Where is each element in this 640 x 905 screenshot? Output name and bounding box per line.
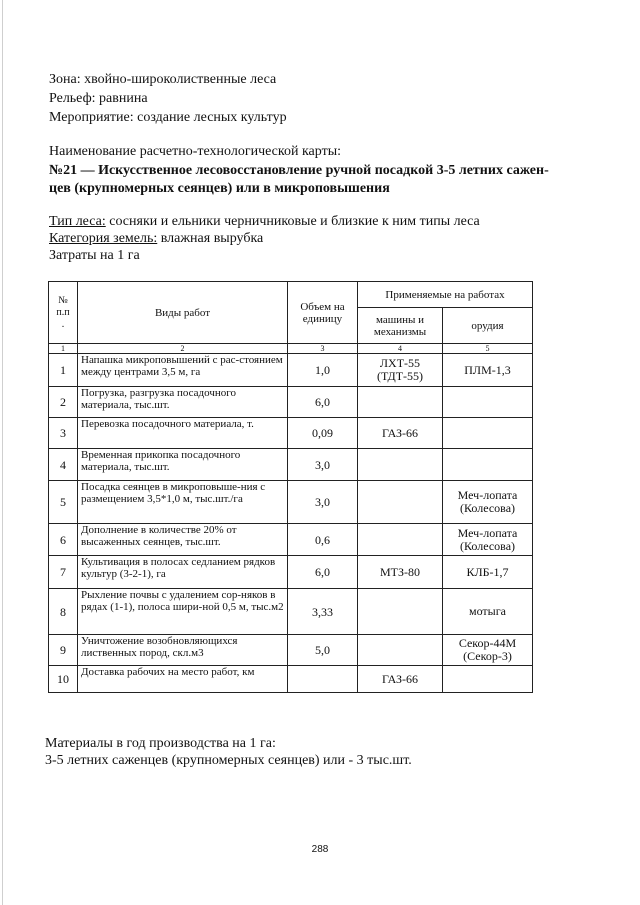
row-work-name: Перевозка посадочного материала, т. xyxy=(78,418,288,449)
col-tools-header: орудия xyxy=(443,308,533,344)
row-machine: МТЗ-80 xyxy=(358,556,443,589)
table-row xyxy=(49,589,533,635)
materials-value: 3-5 летних саженцев (крупномерных сеянцев) или - 3 тыс.шт. xyxy=(45,753,412,768)
col-num-header xyxy=(49,282,78,344)
col-index-row xyxy=(49,344,533,354)
row-number: 6 xyxy=(49,524,78,556)
row-work-name: Дополнение в количестве 20% от высаженных сеянцев, тыс.шт. xyxy=(78,524,288,556)
scan-edge xyxy=(2,0,3,905)
card-title-line-2: цев (крупномерных сеянцев) или в микроповышения xyxy=(49,181,390,196)
row-tool: КЛБ-1,7 xyxy=(443,556,533,589)
table-row xyxy=(49,418,533,449)
col-index: 2 xyxy=(78,344,288,354)
table-row xyxy=(49,354,533,387)
land-category-value: влажная вырубка xyxy=(157,231,264,246)
measure-line: Мероприятие: создание лесных культур xyxy=(49,110,287,125)
col-index: 3 xyxy=(288,344,358,354)
col-num-line-1: № xyxy=(58,294,68,306)
row-work-name: Культивация в полосах седланием рядков культур (3-2-1), га xyxy=(78,556,288,589)
row-volume xyxy=(288,666,358,693)
land-category-label: Категория земель: xyxy=(49,231,158,246)
table-row xyxy=(49,635,533,666)
row-tool: Меч-лопата (Колесова) xyxy=(443,524,533,556)
row-volume: 3,0 xyxy=(288,449,358,481)
table-row xyxy=(49,556,533,589)
row-number: 5 xyxy=(49,481,78,524)
row-machine: ЛХТ-55 (ТДТ-55) xyxy=(358,354,443,387)
forest-type-value: сосняки и ельники черничниковые и близкие к ним типы леса xyxy=(105,214,480,229)
row-number: 2 xyxy=(49,387,78,418)
row-volume: 0,09 xyxy=(288,418,358,449)
row-machine xyxy=(358,589,443,635)
row-number: 8 xyxy=(49,589,78,635)
row-number: 3 xyxy=(49,418,78,449)
row-volume: 6,0 xyxy=(288,387,358,418)
row-volume: 1,0 xyxy=(288,354,358,387)
table-row xyxy=(49,481,533,524)
col-index: 1 xyxy=(49,344,78,354)
col-machines-header: машины и механизмы xyxy=(358,308,443,344)
row-number: 1 xyxy=(49,354,78,387)
row-number: 10 xyxy=(49,666,78,693)
row-volume: 5,0 xyxy=(288,635,358,666)
materials-label: Материалы в год производства на 1 га: xyxy=(45,736,276,751)
table-body xyxy=(49,354,533,693)
card-title-line-1: №21 — Искусственное лесовосстановление ручной посадкой 3-5 летних сажен- xyxy=(49,163,549,178)
row-work-name: Погрузка, разгрузка посадочного материала, тыс.шт. xyxy=(78,387,288,418)
relief-line: Рельеф: равнина xyxy=(49,91,148,106)
table-row xyxy=(49,524,533,556)
table-row xyxy=(49,387,533,418)
row-tool: мотыга xyxy=(443,589,533,635)
row-machine xyxy=(358,387,443,418)
row-machine: ГАЗ-66 xyxy=(358,666,443,693)
col-num-line-3: . xyxy=(61,318,65,330)
row-work-name: Временная прикопка посадочного материала, тыс.шт. xyxy=(78,449,288,481)
row-volume: 3,0 xyxy=(288,481,358,524)
col-index: 5 xyxy=(443,344,533,354)
land-category-line xyxy=(49,230,263,247)
table-row xyxy=(49,449,533,481)
row-machine xyxy=(358,449,443,481)
row-work-name: Посадка сеянцев в микроповыше-ния с размещением 3,5*1,0 м, тыс.шт./га xyxy=(78,481,288,524)
row-machine xyxy=(358,635,443,666)
row-tool xyxy=(443,418,533,449)
row-number: 9 xyxy=(49,635,78,666)
row-work-name: Напашка микроповышений с рас-стоянием между центрами 3,5 м, га xyxy=(78,354,288,387)
row-work-name: Рыхление почвы с удалением сор-няков в рядах (1-1), полоса шири-ной 0,5 м, тыс.м2 xyxy=(78,589,288,635)
works-table xyxy=(48,281,533,693)
row-tool xyxy=(443,666,533,693)
row-tool: Секор-44М (Секор-3) xyxy=(443,635,533,666)
zone-line: Зона: хвойно-широколиственные леса xyxy=(49,72,277,87)
row-volume: 0,6 xyxy=(288,524,358,556)
col-applied-header: Применяемые на работах xyxy=(358,282,533,308)
row-tool: Меч-лопата (Колесова) xyxy=(443,481,533,524)
table-row xyxy=(49,666,533,693)
row-machine: ГАЗ-66 xyxy=(358,418,443,449)
row-number: 4 xyxy=(49,449,78,481)
row-volume: 6,0 xyxy=(288,556,358,589)
col-volume-header: Объем на единицу xyxy=(288,282,358,344)
row-number: 7 xyxy=(49,556,78,589)
card-label: Наименование расчетно-технологической карты: xyxy=(49,144,342,159)
row-machine xyxy=(358,481,443,524)
row-machine xyxy=(358,524,443,556)
col-index: 4 xyxy=(358,344,443,354)
row-tool: ПЛМ-1,3 xyxy=(443,354,533,387)
page-number: 288 xyxy=(311,844,329,855)
row-work-name: Уничтожение возобновляющихся лиственных пород, скл.м3 xyxy=(78,635,288,666)
row-tool xyxy=(443,387,533,418)
forest-type-line xyxy=(49,213,480,230)
row-work-name: Доставка рабочих на место работ, км xyxy=(78,666,288,693)
row-tool xyxy=(443,449,533,481)
col-work-header: Виды работ xyxy=(78,282,288,344)
col-num-line-2: п.п xyxy=(56,306,70,318)
forest-type-label: Тип леса: xyxy=(49,214,106,229)
costs-line: Затраты на 1 га xyxy=(49,248,140,263)
row-volume: 3,33 xyxy=(288,589,358,635)
